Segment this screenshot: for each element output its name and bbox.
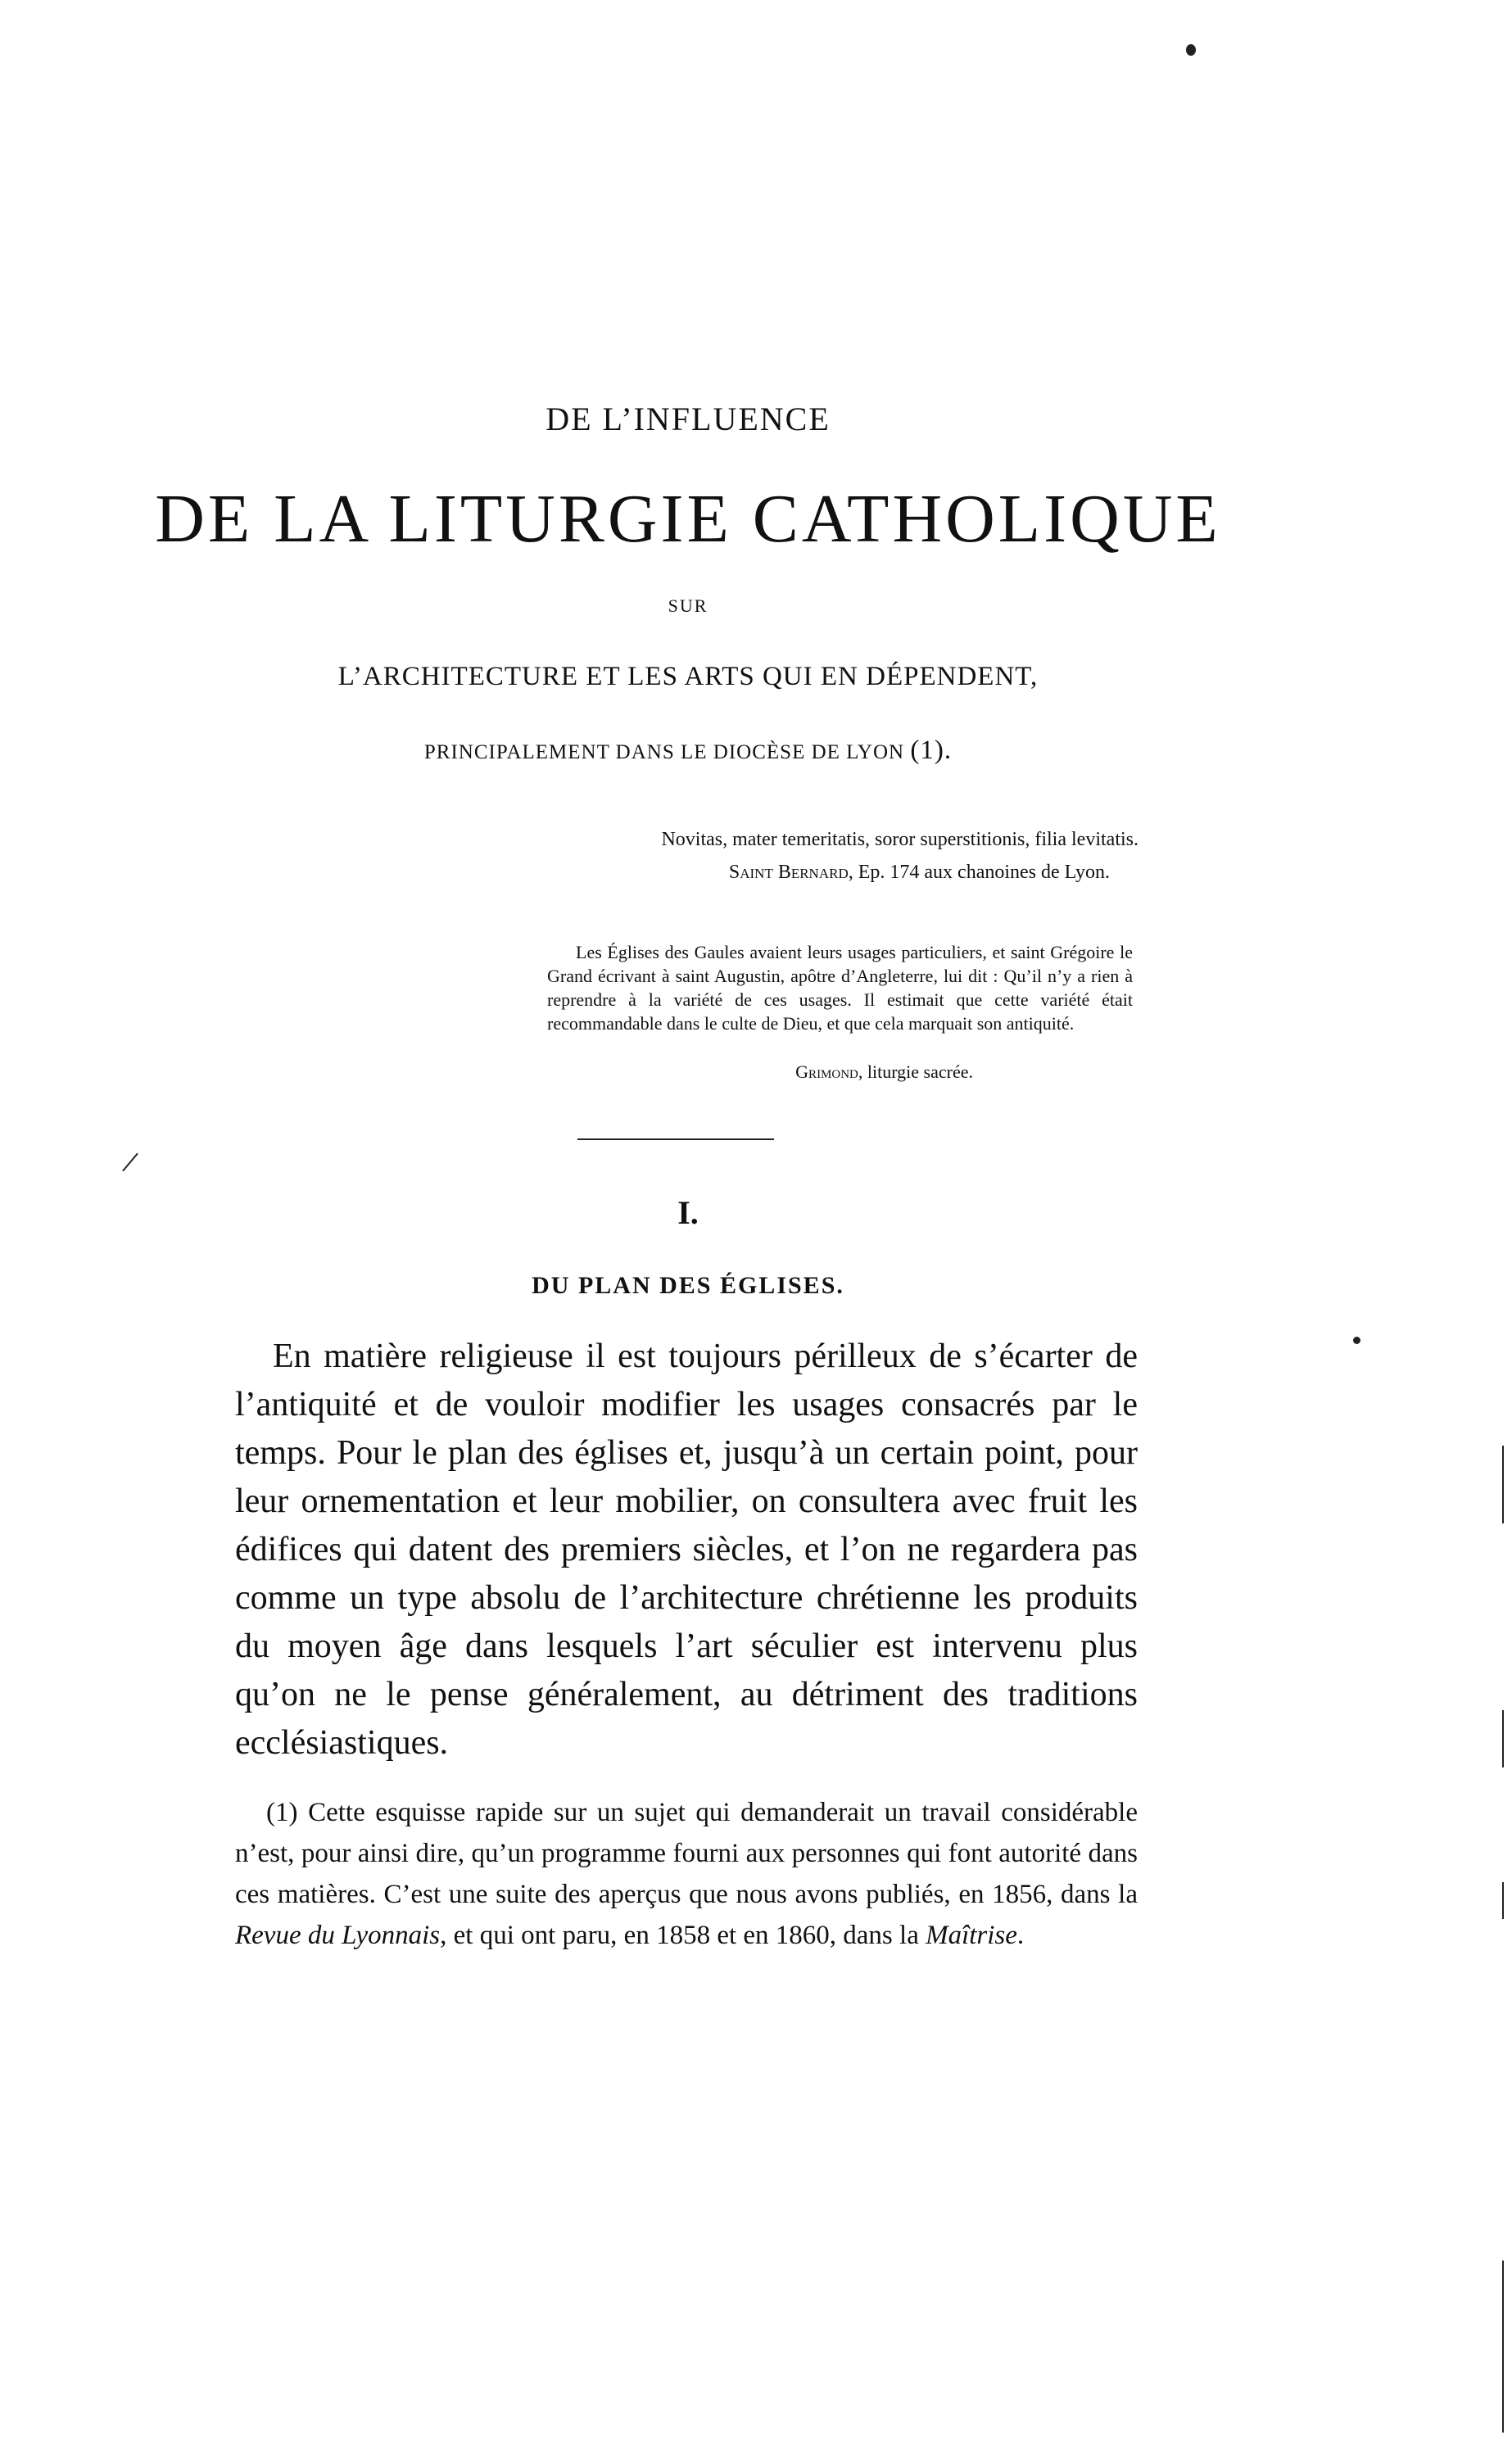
epigraph-grimond-reference: , liturgie sacrée. <box>858 1061 973 1082</box>
epigraph-author: Saint Bernard <box>728 862 849 883</box>
footnote-journal-maitrise: Maîtrise <box>926 1921 1017 1950</box>
epigraph-grimond-author: Grimond <box>795 1061 858 1082</box>
epigraph-quote: Novitas, mater temeritatis, soror superstitionis, filia levitatis. <box>661 829 1139 850</box>
footnote-journal-revue: Revue du Lyonnais <box>235 1921 441 1950</box>
section-title: DU PLAN DES ÉGLISES. <box>532 1272 844 1299</box>
footnote-text-end: . <box>1016 1921 1025 1950</box>
footnote-text-middle: , et qui ont paru, en 1858 et en 1860, dans la <box>440 1921 926 1950</box>
scan-edge-line <box>1502 1446 1504 1523</box>
section-divider <box>577 1138 774 1140</box>
footnote <box>235 1792 1138 1956</box>
scan-edge-line <box>1502 2261 1504 2433</box>
title-connector: SUR <box>668 595 708 616</box>
subtitle: L’ARCHITECTURE ET LES ARTS QUI EN DÉPENDENT, <box>337 662 1039 691</box>
epigraph-bernard <box>565 823 1139 889</box>
footnote-reference: (1). <box>910 735 953 765</box>
scan-speck <box>1186 44 1196 56</box>
epigraph-grimond-text: Les Églises des Gaules avaient leurs usages particuliers, et saint Grégoire le Grand écrivant à saint Augustin, apôtre d’Angleterre, lui dit : Qu’il n’y a rien à reprendre à la variété de ces usages. Il estimait que cette variété était recommandable dans le culte de Dieu, et que cela marquait son antiquité. <box>547 942 1133 1034</box>
scan-edge-line <box>1502 1710 1504 1767</box>
subtitle-secondary-text: PRINCIPALEMENT DANS LE DIOCÈSE DE LYON <box>423 741 905 763</box>
epigraph-reference: , Ep. 174 aux chanoines de Lyon. <box>848 862 1110 883</box>
epigraph-grimond-source <box>547 1061 1133 1083</box>
main-title: DE LA LITURGIE CATHOLIQUE <box>155 481 1221 557</box>
scan-speck <box>1353 1337 1360 1344</box>
title-small: DE L’INFLUENCE <box>545 401 831 437</box>
subtitle-secondary <box>0 735 1376 766</box>
body-paragraph: En matière religieuse il est toujours périlleux de s’écarter de l’antiquité et de vouloir modifier les usages consacrés par le temps. Pour le plan des églises et, jusqu’à un certain point, pour leur ornementation et leur mobilier, on consultera avec fruit les édifices qui datent des premiers siècles, et l’on ne regardera pas comme un type absolu de l’architecture chrétienne les produits du moyen âge dans lesquels l’art séculier est intervenu plus qu’on ne le pense généralement, au détriment des traditions ecclésiastiques. <box>235 1337 1138 1762</box>
section-number: I. <box>677 1194 699 1231</box>
footnote-text-start: (1) Cette esquisse rapide sur un sujet qui demanderait un travail considérable n’est, pour ainsi dire, qu’un programme fourni aux personnes qui font autorité dans ces matières. C’est une suite des aperçus que nous avons publiés, en 1856, dans la <box>235 1798 1138 1909</box>
scan-edge-line <box>1502 1882 1504 1919</box>
scan-stroke <box>122 1153 138 1172</box>
epigraph-source <box>565 856 1139 889</box>
